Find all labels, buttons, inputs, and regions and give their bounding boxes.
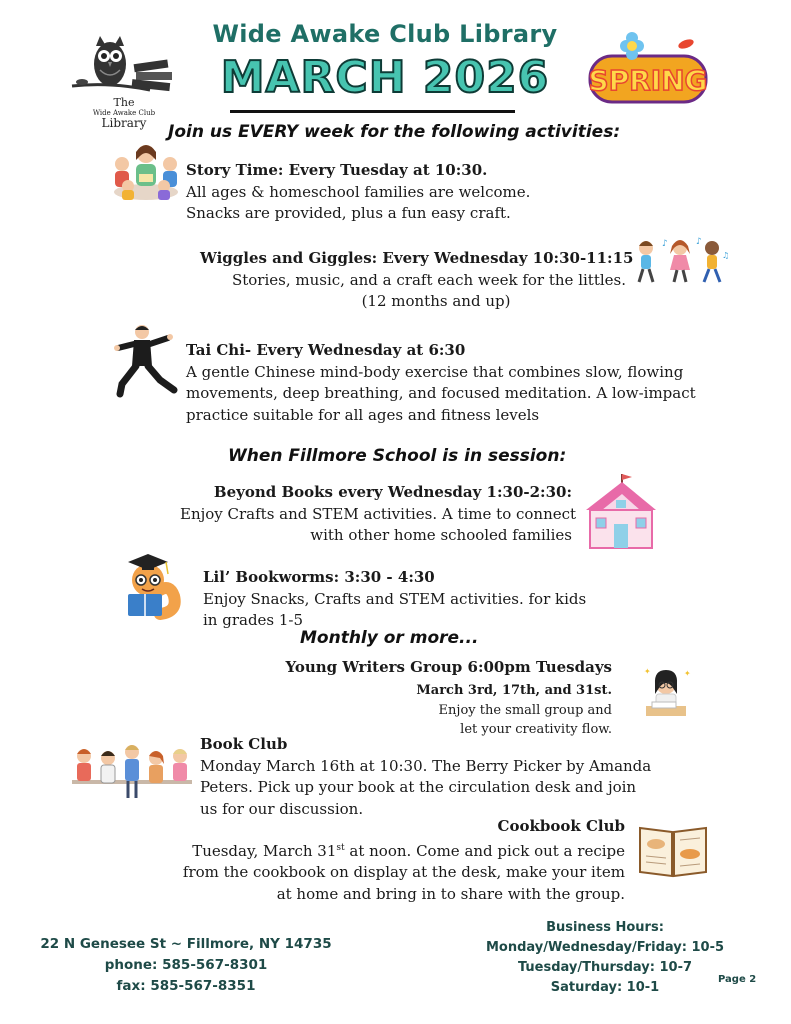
hours-title: Business Hours: bbox=[546, 920, 664, 935]
book-club-title: Book Club bbox=[200, 735, 288, 753]
logo-text-library: Library bbox=[101, 116, 147, 130]
month-title: MARCH 2026 bbox=[220, 52, 550, 103]
tai-chi-figure-icon bbox=[112, 322, 180, 398]
young-writers-block bbox=[380, 681, 612, 740]
tai-chi-block bbox=[186, 340, 696, 426]
wiggles-line-2: (12 months and up) bbox=[361, 292, 511, 310]
bookworms-line-2: in grades 1-5 bbox=[203, 611, 304, 629]
beyond-books-line-1: Enjoy Crafts and STEM activities. A time to connect bbox=[180, 504, 577, 523]
cookbook-club-line-2: from the cookbook on display at the desk, make your item bbox=[182, 863, 625, 881]
library-title: Wide Awake Club Library bbox=[212, 20, 558, 48]
lil-bookworms-block bbox=[203, 567, 586, 632]
tai-chi-line-1: A gentle Chinese mind-body exercise that combines slow, flowing bbox=[186, 362, 684, 381]
contact-info bbox=[40, 934, 332, 997]
writer-girl-icon bbox=[638, 664, 696, 722]
story-time-line-1: All ages & homeschool families are welcome. bbox=[186, 182, 531, 201]
phone-text: phone: 585-567-8301 bbox=[104, 957, 268, 973]
svg-text:♫: ♫ bbox=[722, 251, 730, 260]
young-writers-title: Young Writers Group 6:00pm Tuesdays bbox=[285, 658, 612, 676]
cookbook-club-line-3: at home and bring in to share with the group. bbox=[276, 884, 625, 903]
fax-text: fax: 585-567-8351 bbox=[116, 978, 256, 994]
story-time-title: Story Time: Every Tuesday at 10:30. bbox=[186, 161, 488, 179]
monthly-heading: Monthly or more... bbox=[300, 628, 479, 648]
logo-text-the: The bbox=[113, 96, 135, 109]
open-cookbook-icon bbox=[636, 822, 710, 880]
svg-text:✦: ✦ bbox=[644, 667, 651, 676]
tai-chi-line-3: practice suitable for all ages and fitness levels bbox=[186, 405, 540, 424]
spring-badge bbox=[586, 32, 710, 112]
book-club-line-1: Monday March 16th at 10:30. The Berry Picker by Amanda bbox=[200, 756, 652, 775]
hours-mwf: Monday/Wednesday/Friday: 10-5 bbox=[485, 940, 725, 955]
story-time-line-2: Snacks are provided, plus a fun easy craft. bbox=[186, 204, 511, 222]
beyond-books-title: Beyond Books every Wednesday 1:30-2:30: bbox=[213, 483, 572, 501]
spring-badge-text: SPRING bbox=[588, 64, 708, 97]
wiggles-giggles-block bbox=[200, 248, 634, 313]
cookbook-club-line-1: Tuesday, March 31st at noon. Come and pick out a recipe bbox=[192, 841, 625, 860]
young-writers-line-2: let your creativity flow. bbox=[460, 722, 612, 737]
tai-chi-title: Tai Chi- Every Wednesday at 6:30 bbox=[186, 341, 466, 359]
wiggles-line-1: Stories, music, and a craft each week for the littles. bbox=[231, 270, 626, 289]
book-club-line-3: us for our discussion. bbox=[200, 799, 364, 818]
beyond-books-line-2: with other home schooled families bbox=[310, 526, 572, 544]
story-time-family-icon bbox=[106, 140, 184, 202]
hours-sat: Saturday: 10-1 bbox=[550, 980, 660, 995]
story-time-block bbox=[186, 160, 530, 225]
tai-chi-line-2: movements, deep breathing, and focused meditation. A low-impact bbox=[186, 384, 696, 402]
bookworms-line-1: Enjoy Snacks, Crafts and STEM activities. for kids bbox=[203, 589, 587, 608]
bookworms-title: Lil’ Bookworms: 3:30 - 4:30 bbox=[203, 568, 435, 586]
book-club-line-2: Peters. Pick up your book at the circulation desk and join bbox=[200, 778, 637, 796]
weekly-activities-heading: Join us EVERY week for the following activities: bbox=[168, 122, 621, 142]
svg-text:♪: ♪ bbox=[662, 239, 668, 249]
page-number: Page 2 bbox=[718, 974, 757, 985]
beyond-books-block bbox=[180, 482, 577, 547]
book-club-group-icon bbox=[68, 740, 196, 802]
business-hours bbox=[480, 918, 730, 998]
logo-text-name: Wide Awake Club bbox=[92, 109, 156, 117]
book-club-block bbox=[200, 734, 651, 820]
title-underline bbox=[230, 110, 515, 113]
school-session-heading: When Fillmore School is in session: bbox=[228, 446, 567, 466]
young-writers-dates: March 3rd, 17th, and 31st. bbox=[416, 683, 612, 698]
schoolhouse-icon bbox=[582, 472, 660, 552]
young-writers-line-1: Enjoy the small group and bbox=[438, 702, 612, 718]
cookbook-club-title: Cookbook Club bbox=[497, 817, 625, 835]
dancing-kids-icon bbox=[632, 236, 728, 288]
bookworm-graduate-icon bbox=[120, 552, 184, 632]
wiggles-title: Wiggles and Giggles: Every Wednesday 10:30-11:15 bbox=[200, 249, 634, 267]
address-text: 22 N Genesee St ~ Fillmore, NY 14735 bbox=[40, 936, 332, 952]
library-owl-logo bbox=[70, 34, 182, 130]
cookbook-club-block bbox=[170, 816, 625, 905]
svg-text:✦: ✦ bbox=[684, 669, 691, 678]
hours-tth: Tuesday/Thursday: 10-7 bbox=[517, 960, 693, 975]
svg-text:♪: ♪ bbox=[696, 237, 702, 247]
